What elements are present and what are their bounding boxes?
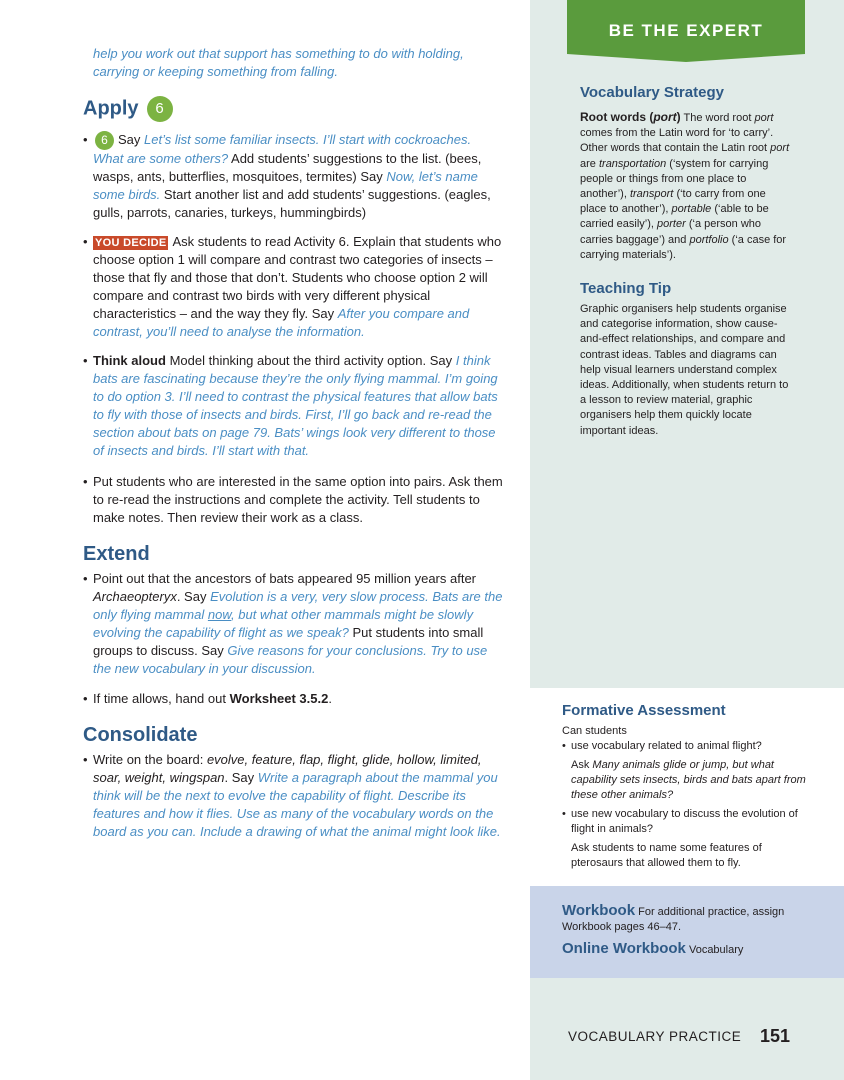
extend-paragraph-1: • Point out that the ancestors of bats appeared 95 million years after Archaeopteryx. Say Evolution is a very, very slow process. Bats are the only flying mammal now, but what other mammals might be slowly evolving the capability of flight as we speak? Put students into small groups to discuss. Say Give reasons for your conclusions. Try to use the new vocabulary in your discussion. bbox=[83, 571, 503, 676]
extend-heading: Extend bbox=[83, 543, 150, 565]
apply-paragraph-2: • YOU DECIDE Ask students to read Activity 6. Explain that students who choose option 1 will compare and contrast two categories of insects – those that fly and those that don’t. Students who choose option 2 will compare and contrast two birds with very different physical characteristics – and the way they fly. Say After you compare and contrast, you’ll need to analyse the information. bbox=[83, 234, 502, 339]
teacher-speech: Let’s list some familiar insects. I’ll start with cockroaches. What are some others? bbox=[93, 132, 472, 167]
think-aloud-label: Think aloud bbox=[93, 353, 166, 368]
intro-text: help you work out that support has something to do with holding, carrying or keeping something from falling. bbox=[93, 46, 464, 79]
consolidate-paragraph: • Write on the board: evolve, feature, flap, flight, glide, hollow, limited, soar, weight, wingspan. Say Write a paragraph about the mammal you think will be the next to evolve the capability of flight. Describe its features and how it flies. Use as many of the vocabulary words on the board as you can. Include a drawing of what the animal might look like. bbox=[83, 752, 501, 839]
banner-tail bbox=[567, 54, 805, 62]
apply-title: Apply bbox=[83, 97, 139, 120]
you-decide-tag: YOU DECIDE bbox=[95, 237, 167, 249]
apply-heading bbox=[83, 96, 173, 122]
teacher-speech: Give reasons for your conclusions. Try to use the new vocabulary in your discussion. bbox=[93, 643, 488, 676]
vocabulary-strategy-heading: Vocabulary Strategy bbox=[580, 84, 724, 101]
activity-badge: 6 bbox=[147, 96, 173, 122]
teacher-speech: After you compare and contrast, you’ll need to analyse the information. bbox=[93, 306, 470, 339]
consolidate-heading: Consolidate bbox=[83, 724, 198, 746]
assessment-ask-1: Ask Many animals glide or jump, but what capability sets insects, birds and bats apart from these other animals? bbox=[571, 759, 806, 801]
workbook-title: Workbook bbox=[562, 902, 636, 919]
be-the-expert-banner: BE THE EXPERT bbox=[567, 0, 805, 54]
assessment-bullet-1: • use vocabulary related to animal flight? bbox=[562, 740, 762, 752]
teaching-tip-heading: Teaching Tip bbox=[580, 280, 672, 297]
vocabulary-strategy-text: Root words (port) The word root port comes from the Latin word for ‘to carry’. Other words that contain the Latin root port are transportation (‘system for carrying people or things from one place to another’), transport (‘to carry from one place to another’), portable (‘able to be carried easily’), porter (‘a person who carries baggage’) and portfolio (‘a case for carrying materials’). bbox=[580, 110, 790, 261]
apply-paragraph-1: • 6 Say Let’s list some familiar insects. I’ll start with cockroaches. What are some others? Add students’ suggestions to the list. (bees, wasps, ants, butterflies, mosquitoes, termites) Say Now, let’s name some birds. Start another list and add students’ suggestions. (eagles, gulls, parrots, canaries, turkeys, hummingbirds) bbox=[83, 132, 491, 221]
teacher-speech: Now, let’s name some birds. bbox=[93, 169, 478, 203]
apply-paragraph-3: • Think aloud Model thinking about the third activity option. Say I think bats are fascinating because they’re the only flying mammal. I’m going to do option 3. I’ll need to contrast the physical features that allow bats to fly with those of insects and birds. First, I’ll go back and re-read the section about bats on page 79. Bats’ wings look very different to those of insects and birds. I’ll start with that. bbox=[83, 353, 498, 458]
formative-assessment-heading: Formative Assessment bbox=[562, 702, 726, 719]
extend-paragraph-2: • If time allows, hand out Worksheet 3.5.2. bbox=[83, 691, 332, 706]
workbook-reference: Workbook For additional practice, assign Workbook pages 46–47. bbox=[562, 902, 785, 933]
worksheet-ref: Worksheet 3.5.2 bbox=[229, 691, 329, 706]
assessment-intro: Can students bbox=[562, 725, 627, 737]
teacher-speech: Write a paragraph about the mammal you think will be the next to evolve the capability of flight. Describe its features and how it flies. Use as many of the vocabulary words on the board as you can. Include a drawing of what the animal might look like. bbox=[93, 770, 501, 839]
footer-section-label: VOCABULARY PRACTICE bbox=[568, 1029, 742, 1044]
teacher-speech: Evolution is a very, very slow process. Bats are the only flying mammal bbox=[93, 589, 503, 622]
assessment-ask-2: Ask students to name some features of pterosaurs that allowed them to fly. bbox=[571, 842, 762, 869]
apply-paragraph-4: • Put students who are interested in the same option into pairs. Ask them to re-read the instructions and complete the activity. Tell students to make notes. Then review their work as a class. bbox=[83, 474, 503, 525]
teacher-speech: I think bats are fascinating because they’re the only flying mammal. I’m going to do option 3. I’ll need to contrast the physical features that allow bats to fly with those of insects and birds. First, I’ll go back and re-read the section about bats on page 79. Bats’ wings look very different to those of insects and birds. I’ll start with that. bbox=[93, 353, 498, 458]
assessment-bullet-2: • use new vocabulary to discuss the evolution of flight in animals? bbox=[562, 808, 798, 835]
teaching-tip-text: Graphic organisers help students organise and categorise information, show cause-and-effect relationships, and compare and contrast ideas. Tables and diagrams can help visual learners understand complex ideas. Additionally, when students return to a lesson to review material, graphic organisers help them quickly locate important ideas. bbox=[580, 303, 789, 437]
vocabulary-words: evolve, feature, flap, flight, glide, hollow, limited, soar, weight, wingspan bbox=[93, 752, 482, 785]
online-workbook-reference: Online Workbook Vocabulary bbox=[562, 940, 744, 957]
online-workbook-title: Online Workbook bbox=[562, 940, 686, 957]
activity-badge-small: 6 bbox=[95, 131, 114, 150]
page-number: 151 bbox=[760, 1026, 791, 1046]
